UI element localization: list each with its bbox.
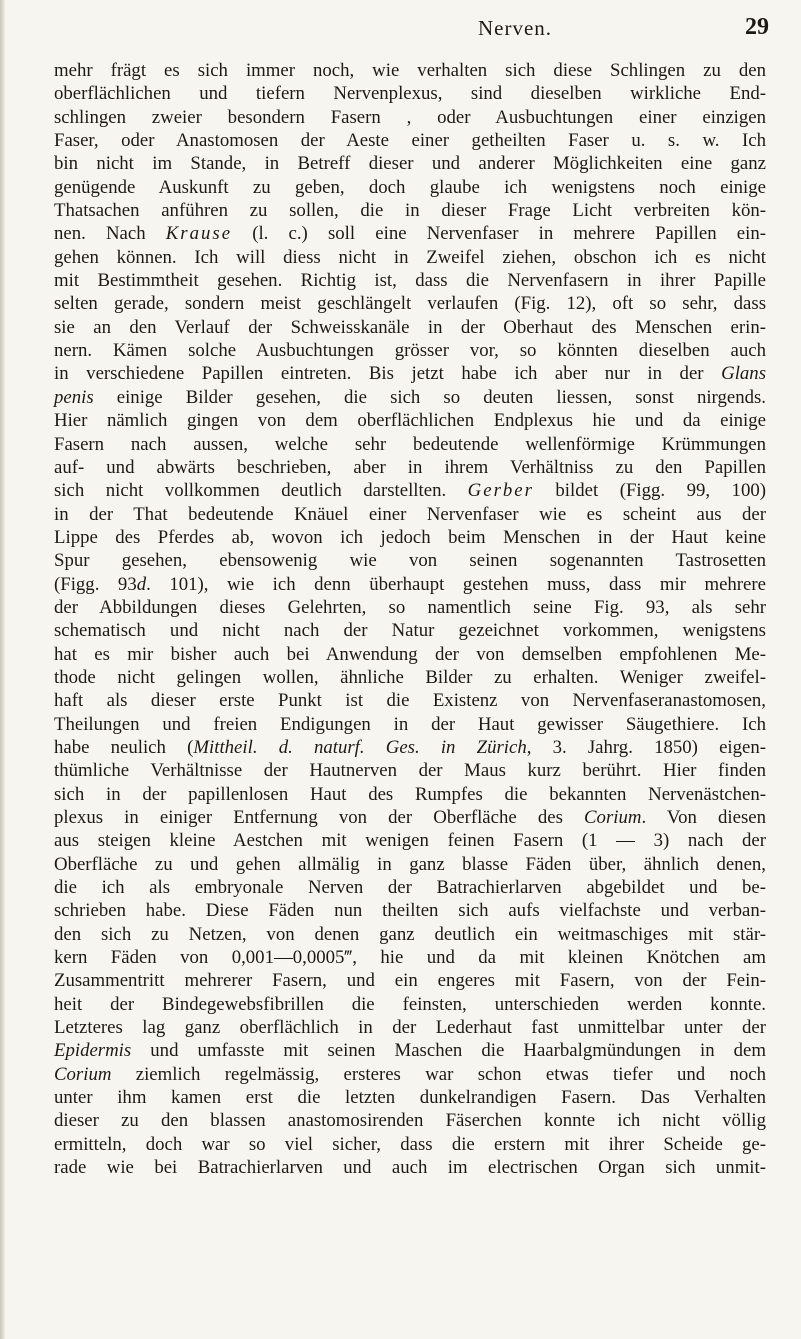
text-line xyxy=(54,829,766,852)
text-run: einige Bilder gesehen, die sich so deuten liessen, sonst nirgends. xyxy=(93,386,766,408)
text-line xyxy=(54,899,766,922)
text-run: (l. c.) soll eine Nervenfaser in mehrere Papillen ein- xyxy=(232,223,766,245)
text-run: oberflächlichen und tiefern Nervenplexus, sind dieselben wirkliche End- xyxy=(54,83,766,105)
text-run: (Figg. 93 xyxy=(54,573,137,595)
text-line xyxy=(54,783,766,806)
text-run: Lippe des Pferdes ab, wovon ich jedoch beim Menschen in der Haut keine xyxy=(54,526,766,548)
text-run: Thatsachen anführen zu sollen, die in dieser Frage Licht verbreiten kön- xyxy=(54,200,766,222)
text-line xyxy=(54,806,766,829)
text-run: nern. Kämen solche Ausbuchtungen grösser vor, so könnten dieselben auch xyxy=(54,340,766,362)
text-run: sich in der papillenlosen Haut des Rumpfes die bekannten Nervenästchen- xyxy=(54,783,766,805)
page-number: 29 xyxy=(745,14,769,40)
text-run: heit der Bindegewebsfibrillen die feinsten, unterschieden werden konnte. xyxy=(54,993,766,1015)
text-run: rade wie bei Batrachierlarven und auch im electrischen Organ sich unmit- xyxy=(54,1157,766,1179)
text-run: . 101), wie ich denn überhaupt gestehen muss, dass mir mehrere xyxy=(146,573,766,595)
text-line xyxy=(54,736,766,759)
text-line xyxy=(54,1016,766,1039)
text-line xyxy=(54,456,766,479)
text-line xyxy=(54,222,766,245)
text-line xyxy=(54,1156,766,1179)
emphasized-text: Mittheil. d. naturf. Ges. in Zürich xyxy=(193,736,527,758)
text-line xyxy=(54,666,766,689)
body-text xyxy=(54,59,766,1180)
text-line xyxy=(54,362,766,385)
text-run: in der That bedeutende Knäuel einer Nervenfaser wie es scheint aus der xyxy=(54,503,766,525)
text-run: , 3. Jahrg. 1850) eigen- xyxy=(526,736,766,758)
text-run: schematisch und nicht nach der Natur gezeichnet vorkommen, wenigstens xyxy=(54,620,766,642)
text-line xyxy=(54,152,766,175)
text-run: Oberfläche zu und gehen allmälig in ganz blasse Fäden über, ähnlich denen, xyxy=(54,853,766,875)
text-line xyxy=(54,759,766,782)
text-run: sich nicht vollkommen deutlich darstellten. xyxy=(54,480,468,502)
text-line xyxy=(54,433,766,456)
text-run: haft als dieser erste Punkt ist die Existenz von Nervenfaseranastomosen, xyxy=(54,690,766,712)
text-line xyxy=(54,479,766,502)
text-line xyxy=(54,713,766,736)
text-line xyxy=(54,106,766,129)
text-run: selten gerade, sondern meist geschlängelt verlaufen (Fig. 12), oft so sehr, dass xyxy=(54,293,766,315)
text-line xyxy=(54,409,766,432)
text-run: habe neulich ( xyxy=(54,736,194,758)
emphasized-text: Gerber xyxy=(467,480,534,502)
text-run: Zusammentritt mehrerer Fasern, und ein engeres mit Fasern, von der Fein- xyxy=(54,970,766,992)
text-line xyxy=(54,292,766,315)
text-run: in verschiedene Papillen eintreten. Bis jetzt habe ich aber nur in der xyxy=(54,363,722,385)
text-run: Theilungen und freien Endigungen in der Haut gewisser Säugethiere. Ich xyxy=(54,713,766,735)
text-run: ermitteln, doch war so viel sicher, dass die erstern mit ihrer Scheide ge- xyxy=(54,1133,766,1155)
text-line xyxy=(54,573,766,596)
emphasized-text: Corium xyxy=(584,807,642,828)
text-run: bin nicht im Stande, in Betreff dieser und anderer Möglichkeiten eine ganz xyxy=(54,153,766,175)
text-run: . Von diesen xyxy=(641,807,766,828)
text-line xyxy=(54,199,766,222)
text-run: aus steigen kleine Aestchen mit wenigen feinen Fasern (1 — 3) nach der xyxy=(54,830,766,852)
text-run: genügende Auskunft zu geben, doch glaube ich wenigstens noch einige xyxy=(54,176,766,198)
page-spine-shadow xyxy=(0,0,5,1339)
text-line xyxy=(54,176,766,199)
text-line xyxy=(54,946,766,969)
text-line xyxy=(54,619,766,642)
text-run: Hier nämlich gingen von dem oberflächlichen Endplexus hie und da einige xyxy=(54,410,766,432)
text-run: kern Fäden von 0,001—0,0005‴, hie und da mit kleinen Knötchen am xyxy=(54,947,766,969)
text-run: Letzteres lag ganz oberflächlich in der Lederhaut fast unmittelbar unter der xyxy=(54,1017,766,1039)
emphasized-text: Corium xyxy=(54,1063,112,1085)
text-run: nen. Nach xyxy=(54,223,166,245)
text-line xyxy=(54,82,766,105)
text-line xyxy=(54,316,766,339)
text-line xyxy=(54,596,766,619)
text-run: den sich zu Netzen, von denen ganz deutlich ein weitmaschiges mit stär- xyxy=(54,923,766,945)
text-run: thümliche Verhältnisse der Hautnerven der Maus kurz berührt. Hier finden xyxy=(54,760,766,782)
text-run: mehr frägt es sich immer noch, wie verhalten sich diese Schlingen zu den xyxy=(54,60,766,81)
text-line xyxy=(54,526,766,549)
text-run: Fasern nach aussen, welche sehr bedeutende wellenförmige Krümmungen xyxy=(54,433,766,455)
text-run: sie an den Verlauf der Schweisskanäle in der Oberhaut des Menschen erin- xyxy=(54,316,766,338)
text-run: bildet (Figg. 99, 100) xyxy=(533,480,766,502)
text-line xyxy=(54,643,766,666)
text-run: Spur gesehen, ebensowenig wie von seinen sogenannten Tastrosetten xyxy=(54,550,766,572)
text-run: schrieben habe. Diese Fäden nun theilten sich aufs vielfachste und verban- xyxy=(54,900,766,922)
text-line xyxy=(54,1109,766,1132)
text-run: auf- und abwärts beschrieben, aber in ihrem Verhältniss zu den Papillen xyxy=(54,456,766,478)
page-header xyxy=(0,16,801,52)
text-line xyxy=(54,1039,766,1062)
text-line xyxy=(54,129,766,152)
text-run: thode nicht gelingen wollen, ähnliche Bilder zu erhalten. Weniger zweifel- xyxy=(54,666,766,688)
text-run: dieser zu den blassen anastomosirenden Fäserchen konnte ich nicht völlig xyxy=(54,1110,766,1132)
text-line xyxy=(54,969,766,992)
text-line xyxy=(54,689,766,712)
text-run: schlingen zweier besondern Fasern , oder Ausbuchtungen einer einzigen xyxy=(54,106,766,128)
text-line xyxy=(54,246,766,269)
text-run: und umfasste mit seinen Maschen die Haarbalgmündungen in dem xyxy=(131,1040,766,1062)
text-line xyxy=(54,269,766,292)
emphasized-text: Krause xyxy=(165,223,233,245)
emphasized-text: penis xyxy=(54,386,94,408)
text-line xyxy=(54,549,766,572)
text-line xyxy=(54,339,766,362)
text-line xyxy=(54,853,766,876)
text-line xyxy=(54,876,766,899)
text-line xyxy=(54,1086,766,1109)
text-run: hat es mir bisher auch bei Anwendung der von demselben empfohlenen Me- xyxy=(54,643,766,665)
text-run: der Abbildungen dieses Gelehrten, so namentlich seine Fig. 93, als sehr xyxy=(54,596,766,618)
text-line xyxy=(54,503,766,526)
text-line xyxy=(54,386,766,409)
text-line xyxy=(54,993,766,1016)
text-run: plexus in einiger Entfernung von der Oberfläche des xyxy=(54,807,585,828)
text-run: die ich als embryonale Nerven der Batrachierlarven abgebildet und be- xyxy=(54,877,766,899)
text-line xyxy=(54,1133,766,1156)
text-line xyxy=(54,923,766,946)
text-run: Faser, oder Anastomosen der Aeste einer getheilten Faser u. s. w. Ich xyxy=(54,130,766,152)
text-run: ziemlich regelmässig, ersteres war schon etwas tiefer und noch xyxy=(111,1063,766,1085)
running-title: Nerven. xyxy=(478,16,553,40)
emphasized-text: d xyxy=(136,573,147,595)
text-line xyxy=(54,1063,766,1086)
text-run: gehen können. Ich will diess nicht in Zweifel ziehen, obschon ich es nicht xyxy=(54,246,766,268)
emphasized-text: Epidermis xyxy=(54,1040,132,1062)
emphasized-text: Glans xyxy=(721,363,766,385)
text-run: unter ihm kamen erst die letzten dunkelrandigen Fasern. Das Verhalten xyxy=(54,1087,766,1109)
text-run: mit Bestimmtheit gesehen. Richtig ist, dass die Nervenfasern in ihrer Papille xyxy=(54,270,766,292)
text-line xyxy=(54,59,766,82)
